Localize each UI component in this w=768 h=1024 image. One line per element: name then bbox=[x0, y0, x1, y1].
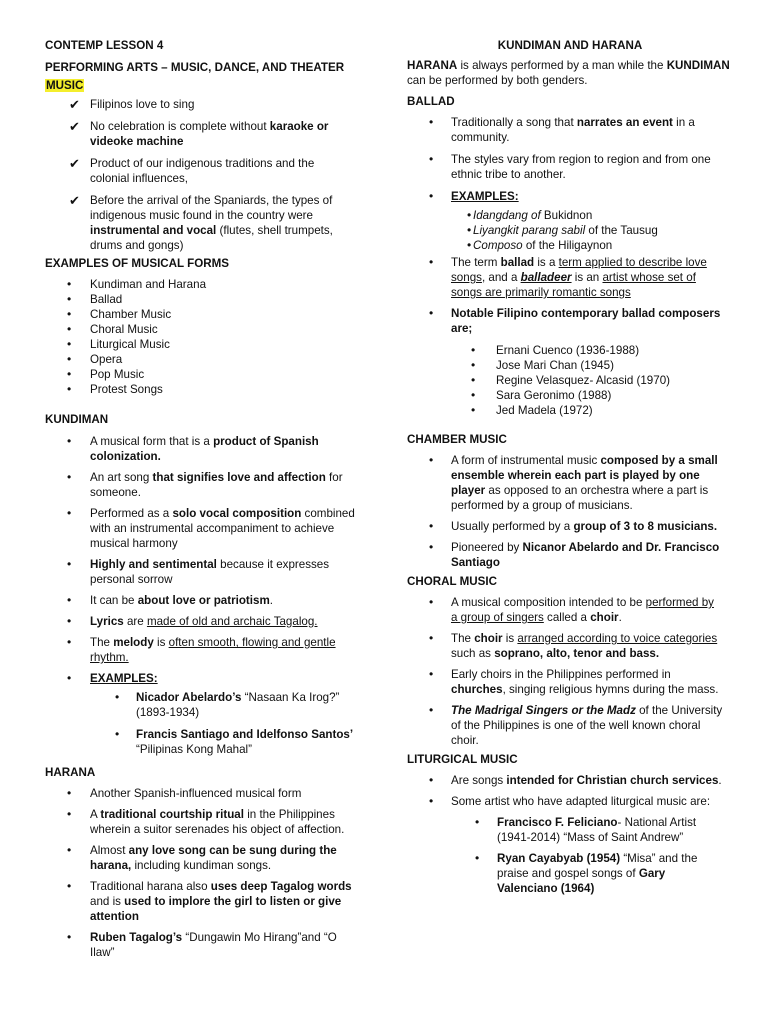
list-item bbox=[45, 930, 360, 960]
text-run: artist whose set of songs are primarily romantic songs bbox=[451, 271, 696, 299]
text-run: churches bbox=[451, 683, 503, 696]
text-run: Francisco F. Feliciano bbox=[497, 816, 618, 829]
list-item bbox=[407, 631, 723, 661]
text-run: The bbox=[451, 632, 475, 645]
text-run: performed by a group of singers bbox=[451, 596, 714, 624]
left-column bbox=[45, 38, 375, 960]
bullet-icon: • bbox=[67, 930, 72, 944]
kundiman-heading: KUNDIMAN bbox=[45, 413, 109, 426]
bullet-icon: • bbox=[429, 794, 434, 808]
text-run: in the Philippines wherein a suitor serenades his object of affection. bbox=[90, 808, 345, 836]
list-item-text bbox=[451, 596, 714, 624]
bullet-icon: • bbox=[475, 851, 480, 865]
text-run: , singing religious hymns during the mass. bbox=[502, 683, 719, 696]
list-item bbox=[45, 843, 360, 873]
text-run: made of old and archaic Tagalog. bbox=[146, 615, 318, 628]
list-item-text bbox=[497, 852, 697, 895]
text-run: Highly and sentimental bbox=[90, 558, 217, 571]
list-item bbox=[45, 337, 354, 352]
list-item bbox=[407, 343, 716, 358]
text-run: of the Tausug bbox=[585, 224, 658, 237]
liturgical-examples-list bbox=[407, 815, 733, 896]
list-item bbox=[45, 807, 360, 837]
text-run: group of 3 to 8 musicians. bbox=[573, 520, 718, 533]
text-run: about love or patriotism bbox=[137, 594, 270, 607]
text-run: intended for Christian church services bbox=[506, 774, 719, 787]
list-item bbox=[45, 614, 360, 629]
list-item-text bbox=[451, 774, 722, 787]
bullet-icon: • bbox=[471, 373, 476, 387]
list-item bbox=[45, 635, 360, 665]
list-item-text: Protest Songs bbox=[90, 383, 163, 396]
text-run: Nicanor Abelardo and Dr. Francisco Santiago bbox=[451, 541, 720, 569]
choral-music-heading: CHORAL MUSIC bbox=[407, 575, 497, 588]
list-item-text: Regine Velasquez- Alcasid (1970) bbox=[496, 374, 671, 387]
text-run: ballad bbox=[500, 256, 535, 269]
list-item bbox=[407, 453, 723, 513]
bullet-icon: • bbox=[429, 306, 434, 320]
list-item bbox=[45, 367, 354, 382]
ballad-examples-list bbox=[407, 208, 733, 253]
liturgical-music-list bbox=[407, 773, 733, 809]
bullet-icon: • bbox=[67, 352, 72, 366]
text-run: composed by a small ensemble wherein each part is played by one player bbox=[451, 454, 718, 497]
list-item-text: Ballad bbox=[90, 293, 123, 306]
list-item bbox=[407, 794, 723, 809]
bullet-icon: • bbox=[429, 115, 434, 129]
list-item-text: Ernani Cuenco (1936-1988) bbox=[496, 344, 640, 357]
bullet-icon: • bbox=[115, 727, 120, 741]
text-run: Filipinos love to sing bbox=[90, 98, 195, 111]
list-item-text bbox=[90, 471, 343, 499]
bullet-icon: • bbox=[67, 557, 72, 571]
list-item bbox=[407, 152, 721, 182]
bullet-icon: • bbox=[429, 595, 434, 609]
text-run: often smooth, flowing and gentle rhythm. bbox=[90, 636, 336, 664]
text-run: Early choirs in the Philippines performed in bbox=[451, 668, 671, 681]
bullet-icon: • bbox=[67, 277, 72, 291]
text-run: Ryan Cayabyab (1954) bbox=[497, 852, 621, 865]
text-run: A form of instrumental music bbox=[451, 454, 601, 467]
text-run: A bbox=[90, 808, 101, 821]
text-run: is always performed by a man while the bbox=[457, 59, 667, 72]
right-column bbox=[407, 38, 733, 896]
bullet-icon: • bbox=[467, 238, 472, 252]
list-item bbox=[407, 115, 721, 145]
list-item-text bbox=[90, 98, 194, 111]
list-item bbox=[45, 156, 354, 186]
bullet-icon: • bbox=[429, 540, 434, 554]
checkmark-icon: ✔ bbox=[69, 193, 80, 208]
text-run: A musical composition intended to be bbox=[451, 596, 646, 609]
bullet-icon: • bbox=[429, 703, 434, 717]
text-run: Usually performed by a bbox=[451, 520, 574, 533]
text-run: No celebration is complete without bbox=[90, 120, 270, 133]
list-item bbox=[407, 306, 721, 336]
bullet-icon: • bbox=[471, 388, 476, 402]
harana-list bbox=[45, 786, 375, 960]
list-item-text: Liturgical Music bbox=[90, 338, 170, 351]
checkmark-icon: ✔ bbox=[69, 97, 80, 112]
text-run: HARANA bbox=[407, 59, 458, 72]
section-heading: KUNDIMAN AND HARANA bbox=[497, 39, 643, 52]
list-item bbox=[407, 595, 723, 625]
list-item bbox=[407, 373, 716, 388]
text-run: is bbox=[502, 632, 518, 645]
list-item-text bbox=[473, 239, 612, 252]
list-item-text bbox=[90, 615, 318, 628]
bullet-icon: • bbox=[67, 843, 72, 857]
text-run: Pioneered by bbox=[451, 541, 523, 554]
bullet-icon: • bbox=[67, 786, 72, 800]
list-item-text bbox=[451, 795, 710, 808]
list-item bbox=[45, 786, 360, 801]
text-run: uses deep Tagalog words bbox=[210, 880, 352, 893]
text-run: traditional courtship ritual bbox=[100, 808, 244, 821]
list-item-text bbox=[451, 190, 519, 203]
list-item-text bbox=[90, 594, 273, 607]
musical-forms-heading: EXAMPLES OF MUSICAL FORMS bbox=[45, 257, 230, 270]
text-run: as opposed to an orchestra where a part is performed by a group of musicians. bbox=[451, 484, 709, 512]
music-facts-list bbox=[45, 97, 375, 253]
text-run: Francis Santiago and Idelfonso Santos’ bbox=[136, 728, 354, 741]
list-item bbox=[45, 690, 356, 720]
list-item bbox=[45, 322, 354, 337]
list-item bbox=[407, 851, 717, 896]
bullet-icon: • bbox=[67, 434, 72, 448]
list-item bbox=[407, 208, 713, 223]
text-run: for someone. bbox=[90, 471, 343, 499]
text-run: . bbox=[269, 594, 273, 607]
bullet-icon: • bbox=[429, 152, 434, 166]
text-run: in a community. bbox=[451, 116, 695, 144]
list-item-text bbox=[136, 728, 353, 756]
bullet-icon: • bbox=[67, 337, 72, 351]
list-item bbox=[45, 193, 354, 253]
text-run: The term bbox=[451, 256, 501, 269]
list-item-text bbox=[90, 672, 158, 685]
list-item bbox=[407, 358, 716, 373]
bullet-icon: • bbox=[429, 453, 434, 467]
text-run: Liyangkit parang sabil bbox=[473, 224, 586, 237]
chamber-music-list bbox=[407, 453, 733, 570]
text-run: , and a bbox=[481, 271, 521, 284]
bullet-icon: • bbox=[429, 189, 434, 203]
bullet-icon: • bbox=[429, 667, 434, 681]
text-run: Bukidnon bbox=[540, 209, 593, 222]
ballad-heading: BALLAD bbox=[407, 95, 455, 108]
text-run: choir bbox=[474, 632, 503, 645]
text-run: of the University of the Philippines is one of the well known choral choir. bbox=[451, 704, 723, 747]
bullet-icon: • bbox=[67, 382, 72, 396]
text-run: . bbox=[618, 611, 622, 624]
lesson-subtitle: PERFORMING ARTS – MUSIC, DANCE, AND THEATER bbox=[45, 61, 345, 74]
list-item-text bbox=[473, 209, 592, 222]
list-item-text bbox=[90, 120, 328, 148]
text-run: “Pilipinas Kong Mahal” bbox=[136, 743, 252, 756]
bullet-icon: • bbox=[471, 343, 476, 357]
musical-forms-list bbox=[45, 277, 375, 397]
list-item-text bbox=[451, 668, 718, 696]
text-run: EXAMPLES: bbox=[451, 190, 519, 203]
list-item-text bbox=[90, 844, 337, 872]
list-item bbox=[407, 189, 721, 204]
list-item-text bbox=[451, 632, 717, 660]
text-run: A musical form that is a bbox=[90, 435, 214, 448]
text-run: instrumental and vocal bbox=[90, 224, 217, 237]
text-run: used to implore the girl to listen or give attention bbox=[90, 895, 342, 923]
list-item-text: Chamber Music bbox=[90, 308, 172, 321]
list-item bbox=[45, 593, 360, 608]
bullet-icon: • bbox=[67, 593, 72, 607]
list-item bbox=[45, 307, 354, 322]
text-run: any love song can be sung during the harana, bbox=[90, 844, 337, 872]
music-heading: MUSIC bbox=[46, 79, 84, 92]
harana-heading: HARANA bbox=[45, 766, 96, 779]
list-item bbox=[45, 557, 360, 587]
list-item-text bbox=[497, 816, 696, 844]
text-run: can be performed by both genders. bbox=[407, 74, 588, 87]
text-run: “Misa” and the praise and gospel songs of bbox=[497, 852, 698, 880]
list-item-text bbox=[451, 153, 711, 181]
bullet-icon: • bbox=[67, 292, 72, 306]
text-run: Nicador Abelardo’s bbox=[136, 691, 242, 704]
bullet-icon: • bbox=[67, 879, 72, 893]
list-item-text bbox=[451, 520, 717, 533]
text-run: Notable Filipino contemporary ballad composers are; bbox=[451, 307, 721, 335]
list-item bbox=[45, 727, 356, 757]
bullet-icon: • bbox=[471, 358, 476, 372]
list-item bbox=[407, 519, 723, 534]
list-item-text bbox=[451, 454, 718, 512]
list-item-text: Opera bbox=[90, 353, 123, 366]
text-run: and is bbox=[90, 895, 125, 908]
text-run: is an bbox=[571, 271, 603, 284]
text-run: Are songs bbox=[451, 774, 507, 787]
list-item-text bbox=[451, 256, 707, 299]
bullet-icon: • bbox=[67, 322, 72, 336]
bullet-icon: • bbox=[67, 470, 72, 484]
list-item-text bbox=[90, 808, 344, 836]
bullet-icon: • bbox=[429, 631, 434, 645]
ballad-list bbox=[407, 115, 733, 204]
list-item bbox=[407, 388, 716, 403]
text-run: It can be bbox=[90, 594, 138, 607]
text-run: The styles vary from region to region and from one ethnic tribe to another. bbox=[451, 153, 711, 181]
bullet-icon: • bbox=[429, 255, 434, 269]
text-run: Composo bbox=[473, 239, 523, 252]
list-item bbox=[45, 277, 354, 292]
ballad-notes-list bbox=[407, 255, 733, 336]
list-item bbox=[407, 255, 721, 300]
checkmark-icon: ✔ bbox=[69, 119, 80, 134]
list-item bbox=[407, 815, 717, 845]
bullet-icon: • bbox=[475, 815, 480, 829]
list-item-text bbox=[90, 157, 314, 185]
list-item bbox=[407, 667, 723, 697]
list-item bbox=[407, 238, 713, 253]
choral-music-list bbox=[407, 595, 733, 748]
text-run: soprano, alto, tenor and bass. bbox=[494, 647, 660, 660]
checkmark-icon: ✔ bbox=[69, 156, 80, 171]
list-item-text: Jose Mari Chan (1945) bbox=[496, 359, 614, 372]
kundiman-list bbox=[45, 434, 375, 686]
list-item bbox=[407, 403, 716, 418]
list-item bbox=[45, 292, 354, 307]
text-run: term applied to describe love songs bbox=[451, 256, 707, 284]
list-item bbox=[45, 352, 354, 367]
text-run: choir bbox=[590, 611, 619, 624]
composers-list bbox=[407, 343, 733, 418]
text-run: (flutes, shell trumpets, drums and gongs) bbox=[90, 224, 333, 252]
text-run: is bbox=[153, 636, 169, 649]
text-run: Traditional harana also bbox=[90, 880, 211, 893]
list-item-text bbox=[90, 787, 301, 800]
text-run: such as bbox=[451, 647, 495, 660]
intro-paragraph bbox=[407, 58, 733, 88]
list-item-text: Kundiman and Harana bbox=[90, 278, 207, 291]
text-run: . bbox=[718, 774, 722, 787]
text-run: Another Spanish-influenced musical form bbox=[90, 787, 302, 800]
list-item-text: Choral Music bbox=[90, 323, 158, 336]
list-item bbox=[45, 470, 360, 500]
text-run: karaoke or videoke machine bbox=[90, 120, 329, 148]
list-item-text bbox=[451, 704, 722, 747]
list-item bbox=[407, 773, 723, 788]
list-item-text bbox=[451, 116, 695, 144]
list-item-text: Jed Madela (1972) bbox=[496, 404, 593, 417]
text-run: because it expresses personal sorrow bbox=[90, 558, 330, 586]
bullet-icon: • bbox=[67, 367, 72, 381]
text-run: product of Spanish colonization. bbox=[90, 435, 319, 463]
text-run: - National Artist (1941-2014) “Mass of Saint Andrew” bbox=[497, 816, 697, 844]
text-run: Performed as a bbox=[90, 507, 173, 520]
text-run: “Nasaan Ka Irog?” (1893-1934) bbox=[136, 691, 340, 719]
list-item-text bbox=[451, 541, 719, 569]
bullet-icon: • bbox=[429, 519, 434, 533]
text-run: An art song bbox=[90, 471, 153, 484]
bullet-icon: • bbox=[67, 671, 72, 685]
kundiman-examples-list bbox=[45, 690, 375, 757]
text-run: Before the arrival of the Spaniards, the types of indigenous music found in the country were bbox=[90, 194, 333, 222]
bullet-icon: • bbox=[67, 307, 72, 321]
text-run: Some artist who have adapted liturgical music are: bbox=[451, 795, 711, 808]
list-item-text bbox=[90, 194, 333, 252]
bullet-icon: • bbox=[429, 773, 434, 787]
text-run: Product of our indigenous traditions and the colonial influences, bbox=[90, 157, 315, 185]
liturgical-music-heading: LITURGICAL MUSIC bbox=[407, 753, 518, 766]
text-run: Lyrics bbox=[90, 615, 124, 628]
bullet-icon: • bbox=[467, 208, 472, 222]
text-run: Traditionally a song that bbox=[451, 116, 577, 129]
list-item-text bbox=[90, 880, 352, 923]
list-item bbox=[407, 703, 723, 748]
list-item-text bbox=[90, 931, 337, 959]
text-run: solo vocal composition bbox=[172, 507, 302, 520]
list-item-text: Sara Geronimo (1988) bbox=[496, 389, 612, 402]
text-run: The Madrigal Singers or the Madz bbox=[451, 704, 636, 717]
bullet-icon: • bbox=[67, 506, 72, 520]
list-item-text bbox=[90, 435, 319, 463]
text-run: balladeer bbox=[520, 271, 572, 284]
text-run: The bbox=[90, 636, 114, 649]
list-item bbox=[45, 506, 360, 551]
text-run: is a bbox=[534, 256, 559, 269]
text-run: combined with an instrumental accompaniment to achieve musical harmony bbox=[90, 507, 355, 550]
bullet-icon: • bbox=[67, 807, 72, 821]
list-item bbox=[45, 119, 354, 149]
text-run: narrates an event bbox=[576, 116, 673, 129]
text-run: “Dungawin Mo Hirang”and “O Ilaw” bbox=[90, 931, 337, 959]
text-run: Almost bbox=[90, 844, 129, 857]
list-item-text bbox=[473, 224, 658, 237]
text-run: are bbox=[123, 615, 147, 628]
text-run: Idangdang of bbox=[473, 209, 541, 222]
list-item-text bbox=[90, 558, 329, 586]
list-item bbox=[45, 382, 354, 397]
text-run: EXAMPLES: bbox=[90, 672, 158, 685]
lesson-title: CONTEMP LESSON 4 bbox=[45, 39, 164, 52]
list-item-text: Pop Music bbox=[90, 368, 145, 381]
list-item-text bbox=[90, 507, 355, 550]
text-run: of the Hiligaynon bbox=[522, 239, 613, 252]
bullet-icon: • bbox=[67, 614, 72, 628]
bullet-icon: • bbox=[67, 635, 72, 649]
list-item bbox=[45, 434, 360, 464]
list-item-text bbox=[451, 307, 720, 335]
text-run: KUNDIMAN bbox=[666, 59, 730, 72]
list-item bbox=[407, 540, 723, 570]
list-item bbox=[407, 223, 713, 238]
text-run: including kundiman songs. bbox=[131, 859, 272, 872]
list-item bbox=[45, 671, 360, 686]
bullet-icon: • bbox=[115, 690, 120, 704]
text-run: melody bbox=[113, 636, 154, 649]
bullet-icon: • bbox=[471, 403, 476, 417]
list-item bbox=[45, 97, 354, 112]
bullet-icon: • bbox=[467, 223, 472, 237]
list-item-text bbox=[90, 636, 336, 664]
text-run: Ruben Tagalog’s bbox=[90, 931, 183, 944]
text-run: Gary Valenciano (1964) bbox=[497, 867, 666, 895]
text-run: arranged according to voice categories bbox=[517, 632, 718, 645]
chamber-music-heading: CHAMBER MUSIC bbox=[407, 433, 507, 446]
text-run: called a bbox=[543, 611, 591, 624]
text-run: that signifies love and affection bbox=[152, 471, 326, 484]
list-item-text bbox=[136, 691, 339, 719]
list-item bbox=[45, 879, 360, 924]
